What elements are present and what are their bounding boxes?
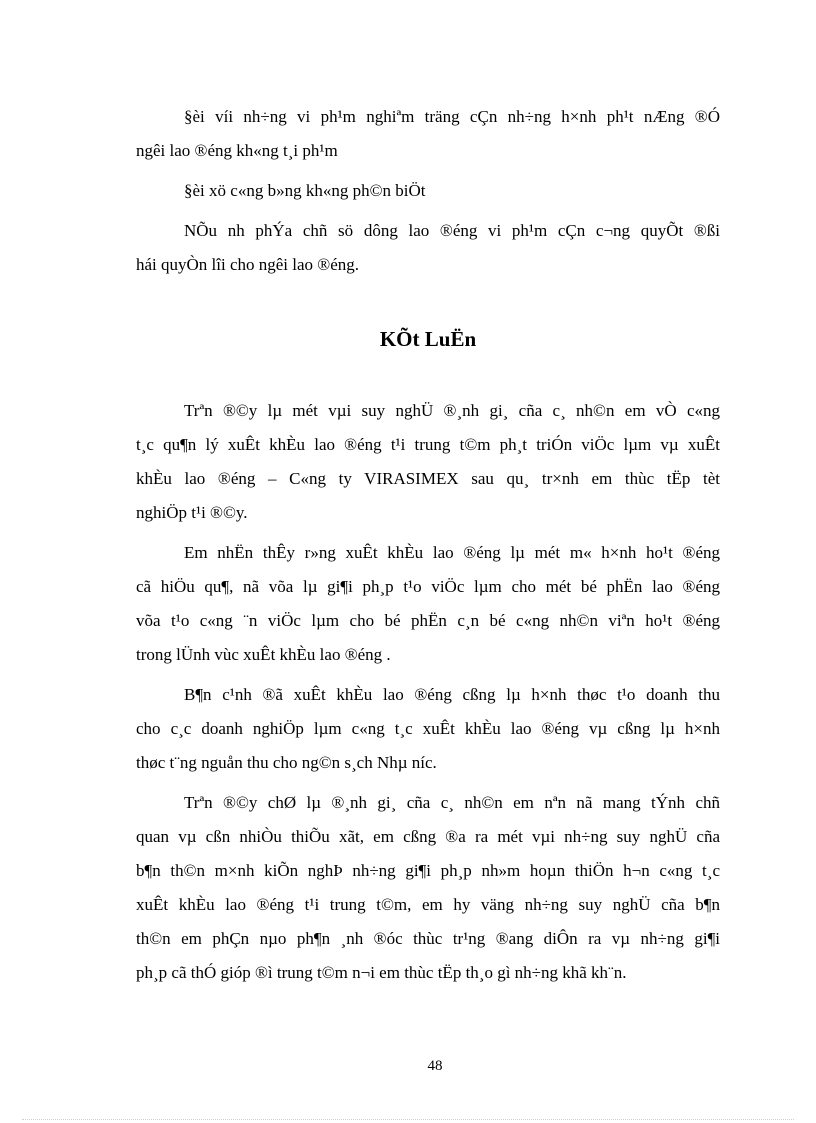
document-page <box>136 100 720 990</box>
page-number: 48 <box>427 1058 443 1074</box>
text-line: Trªn ®©y lµ mét vµi suy nghÜ ®¸nh gi¸ cña c¸ nh©n em vÒ c«ng <box>184 401 720 420</box>
text-line: cã hiÖu qu¶, nã võa lµ gi¶i ph¸p t¹o viÖc lµm cho mét bé phËn lao ®éng <box>136 577 720 596</box>
text-line: võa t¹o c«ng ¨n viÖc lµm cho bé phËn c¸n bé c«ng nh©n viªn ho¹t ®éng <box>136 611 720 630</box>
text-line: quan vµ cßn nhiÒu thiÕu xãt, em cßng ®a ra mét vµi nh÷ng suy nghÜ cña <box>136 827 720 846</box>
text-line: khÈu lao ®éng – C«ng ty VIRASIMEX sau qu¸ tr×nh em thùc tËp tèt <box>136 469 720 488</box>
page-bottom-rule <box>22 1119 794 1120</box>
text-line: ngêi lao ®éng kh«ng t¸i ph¹m <box>136 141 338 160</box>
paragraph <box>136 394 720 530</box>
paragraph <box>136 536 720 672</box>
text-line: NÕu nh phÝa chñ sö dông lao ®éng vi ph¹m cÇn c¬ng quyÕt ®ßi <box>184 221 720 240</box>
text-line: th©n em phÇn nµo ph¶n ¸nh ®óc thùc tr¹ng ®ang diÔn ra vµ nh÷ng gi¶i <box>136 929 720 948</box>
text-line: cho c¸c doanh nghiÖp lµm c«ng t¸c xuÊt khÈu lao ®éng vµ cßng lµ h×nh <box>136 719 720 738</box>
text-line: B¶n c¹nh ®ã xuÊt khÈu lao ®éng cßng lµ h×nh thøc t¹o doanh thu <box>184 685 720 704</box>
text-line: Em nhËn thÊy r»ng xuÊt khÈu lao ®éng lµ mét m« h×nh ho¹t ®éng <box>184 543 720 562</box>
paragraph <box>136 174 720 208</box>
paragraph <box>136 100 720 168</box>
text-line: §èi víi nh÷ng vi ph¹m nghiªm träng cÇn nh÷ng h×nh ph¹t nÆng ®Ó <box>184 107 720 126</box>
text-line: xuÊt khÈu lao ®éng t¹i trung t©m, em hy väng nh÷ng suy nghÜ cña b¶n <box>136 895 720 914</box>
text-line: ph¸p cã thÓ gióp ®ì trung t©m n¬i em thùc tËp th¸o gì nh÷ng khã kh¨n. <box>136 963 627 982</box>
text-line: t¸c qu¶n lý xuÊt khÈu lao ®éng t¹i trung t©m ph¸t triÓn viÖc lµm vµ xuÊt <box>136 435 720 454</box>
paragraph <box>136 786 720 990</box>
text-line: §èi xö c«ng b»ng kh«ng ph©n biÖt <box>184 181 426 200</box>
text-line: Trªn ®©y chØ lµ ®¸nh gi¸ cña c¸ nh©n em nªn nã mang tÝnh chñ <box>184 793 720 812</box>
section-heading: KÕt LuËn <box>379 327 477 351</box>
paragraph <box>136 214 720 282</box>
text-line: hái quyÒn lîi cho ngêi lao ®éng. <box>136 255 360 274</box>
text-line: nghiÖp t¹i ®©y. <box>136 503 248 522</box>
paragraph <box>136 678 720 780</box>
text-line: trong lÜnh vùc xuÊt khÈu lao ®éng . <box>136 645 391 664</box>
text-line: thøc t¨ng nguån thu cho ng©n s¸ch Nhµ níc. <box>136 753 437 772</box>
text-line: b¶n th©n m×nh kiÕn nghÞ nh÷ng gi¶i ph¸p nh»m hoµn thiÖn h¬n c«ng t¸c <box>136 861 720 880</box>
